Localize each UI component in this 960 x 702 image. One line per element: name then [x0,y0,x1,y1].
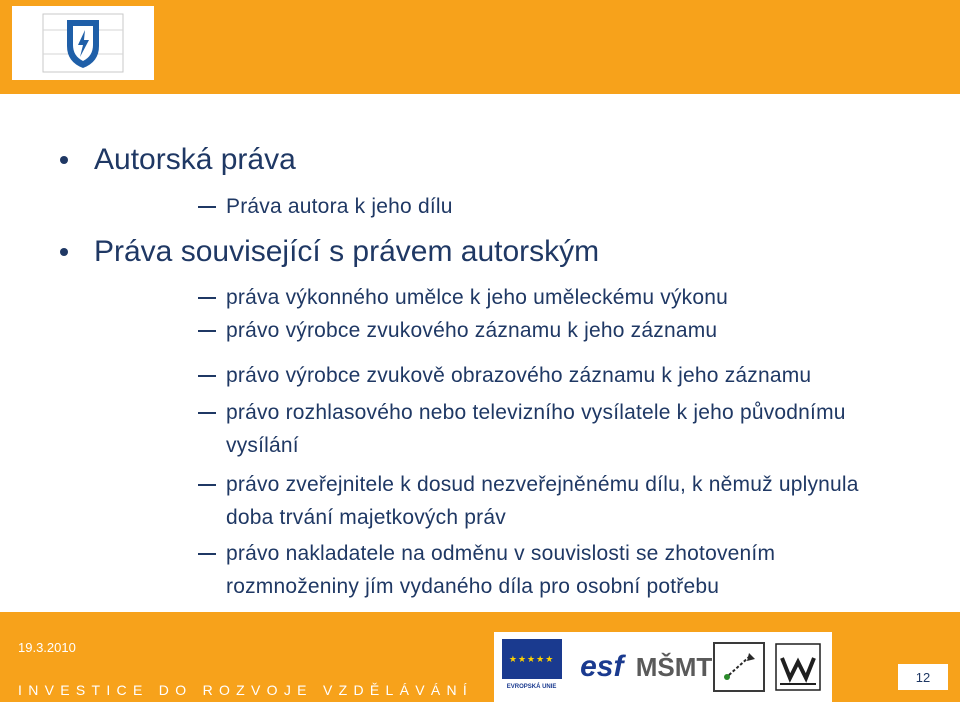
slide-date: 19.3.2010 [18,640,76,655]
sub-bullet-text: Práva autora k jeho dílu [226,195,453,218]
sub-bullet-text: právo nakladatele na odměnu v souvislosti se zhotovením rozmnoženiny jím vydaného díla pro osobní potřebu [226,542,776,598]
sub-bullet-text: právo rozhlasového nebo televizního vysílatele k jeho původnímu vysílání [226,401,846,457]
dash-icon [198,206,216,208]
page-number: 12 [898,664,948,690]
sub-bullet-item [198,314,878,347]
dash-icon [198,330,216,332]
dash-icon [198,412,216,414]
sub-bullet-item [198,396,878,462]
dash-icon [198,297,216,299]
eu-label: EVROPSKÁ UNIE [502,679,562,695]
shield-icon [23,10,143,76]
sponsor-logos [494,632,832,702]
sub-bullet-item [198,281,878,314]
bullet-item [60,142,920,178]
university-logo [12,6,154,80]
partner-logo [772,639,824,695]
sub-bullet-item [198,359,878,392]
sub-bullet-text: práva výkonného umělce k jeho uměleckému výkonu [226,286,728,309]
footer-motto: INVESTICE DO ROZVOJE VZDĚLÁVÁNÍ [18,682,474,698]
sub-bullet-item [198,468,878,534]
header-bar [0,0,960,94]
bullet-dot-icon [60,248,68,256]
sub-bullet-text: právo zveřejnitele k dosud nezveřejněnému dílu, k němuž uplynula doba trvání majetkových práv [226,473,859,529]
bullet-item [60,234,920,270]
sub-bullet-text: právo výrobce zvukově obrazového záznamu k jeho záznamu [226,364,812,387]
bullet-text: Autorská práva [94,143,296,176]
msmt-logo: MŠMT [635,651,713,682]
sub-bullet-text: právo výrobce zvukového záznamu k jeho záznamu [226,319,718,342]
dash-icon [198,484,216,486]
eu-flag-logo [502,639,562,695]
sub-bullet-item [198,190,878,223]
sub-bullet-item [198,537,878,603]
op-vk-logo [713,642,765,692]
op-arrow-icon [719,649,759,685]
partner-emblem-icon [774,642,822,692]
esf-logo: esf [580,650,624,683]
bullet-text: Práva související s právem autorským [94,235,600,268]
bullet-dot-icon [60,156,68,164]
eu-stars-icon: ★★★★★ [508,653,555,664]
dash-icon [198,375,216,377]
dash-icon [198,553,216,555]
